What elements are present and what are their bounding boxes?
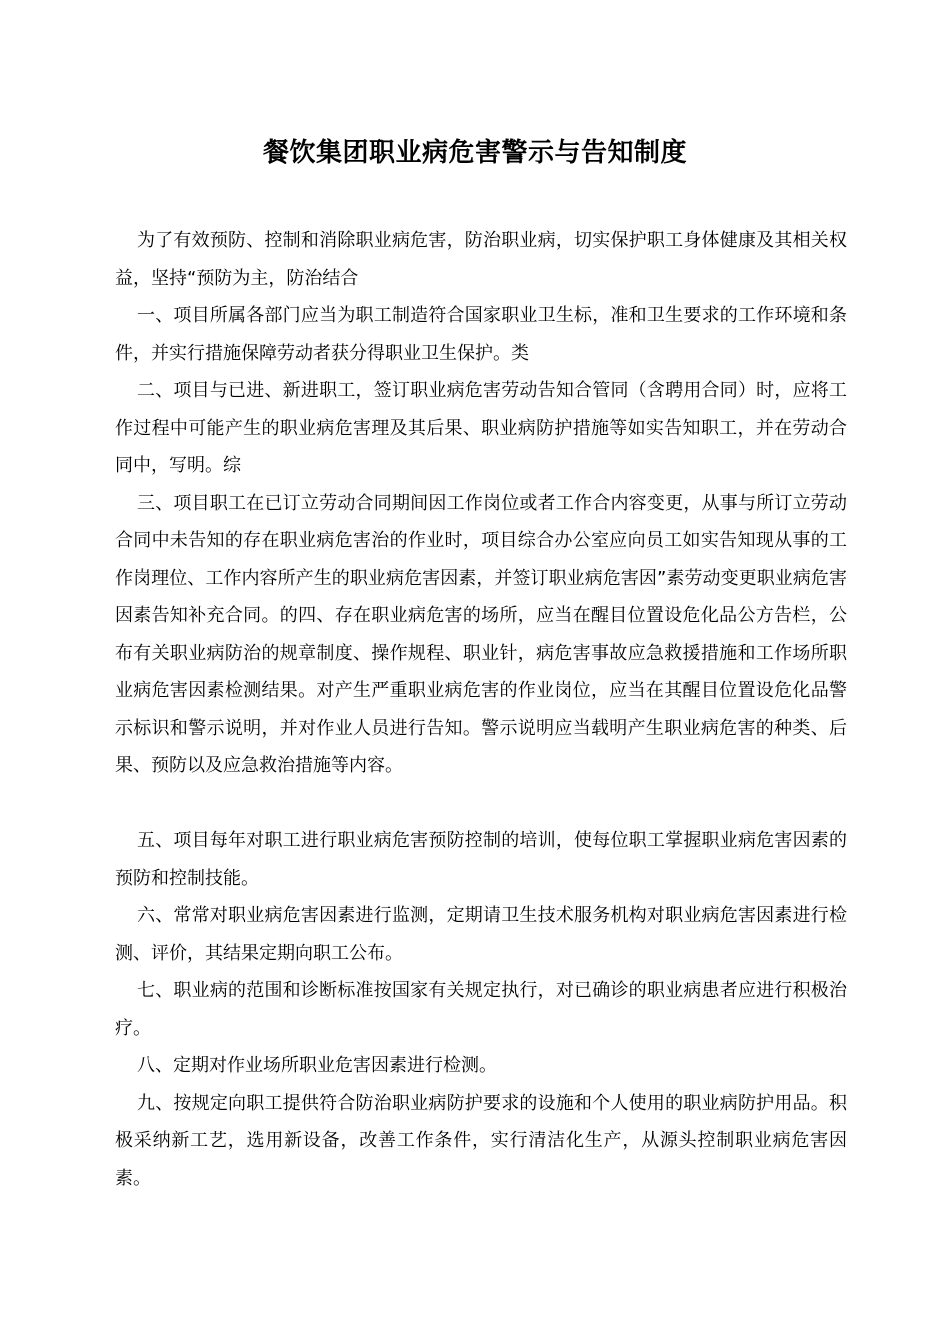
paragraph-item-3-4: 三、项目职工在已订立劳动合同期间因工作岗位或者工作合内容变更，从事与所订立劳动合同中未告知的存在职业病危害治的作业时，项目综合办公室应向员工如实告知现从事的工作岗理位、工作内容所产生的职业病危害因素，并签订职业病危害因”素劳动变更职业病危害因素告知补充合同。的四、存在职业病危害的场所，应当在醒目位置设危化品公方告栏，公布有关职业病防治的规章制度、操作规程、职业针，病危害事故应急救援措施和工作场所职业病危害因素检测结果。对产生严重职业病危害的作业岗位，应当在其醒目位置设危化品警示标识和警示说明，并对作业人员进行告知。警示说明应当载明产生职业病危害的种类、后果、预防以及应急救治措施等内容。 xyxy=(115,492,847,776)
paragraph-item-9: 九、按规定向职工提供符合防治职业病防护要求的设施和个人使用的职业病防护用品。积极采纳新工艺，选用新设备，改善工作条件，实行清洁化生产，从源头控制职业病危害因素。 xyxy=(115,1092,847,1189)
paragraph-intro: 为了有效预防、控制和消除职业病危害，防治职业病，切实保护职工身体健康及其相关权益，坚持“预防为主，防治结合 xyxy=(115,230,847,289)
paragraph-item-1: 一、项目所属各部门应当为职工制造符合国家职业卫生标，准和卫生要求的工作环境和条件，并实行措施保障劳动者获分得职业卫生保护。类 xyxy=(115,305,847,364)
paragraph-item-6: 六、常常对职业病危害因素进行监测，定期请卫生技术服务机构对职业病危害因素进行检测、评价，其结果定期向职工公布。 xyxy=(115,905,847,964)
paragraph-spacer xyxy=(115,785,847,823)
paragraph-item-2: 二、项目与已进、新进职工，签订职业病危害劳动告知合管同（含聘用合同）时，应将工作过程中可能产生的职业病危害理及其后果、职业病防护措施等如实告知职工，并在劳动合同中，写明。综 xyxy=(115,380,847,476)
document-title: 餐饮集团职业病危害警示与告知制度 xyxy=(262,138,687,168)
document-body xyxy=(115,222,847,1197)
paragraph-item-7: 七、职业病的范围和诊断标准按国家有关规定执行，对已确诊的职业病患者应进行积极治疗。 xyxy=(115,980,847,1039)
paragraph-item-5: 五、项目每年对职工进行职业病危害预防控制的培训，使每位职工掌握职业病危害因素的预防和控制技能。 xyxy=(115,830,847,889)
paragraph-item-8: 八、定期对作业场所职业危害因素进行检测。 xyxy=(137,1055,497,1076)
